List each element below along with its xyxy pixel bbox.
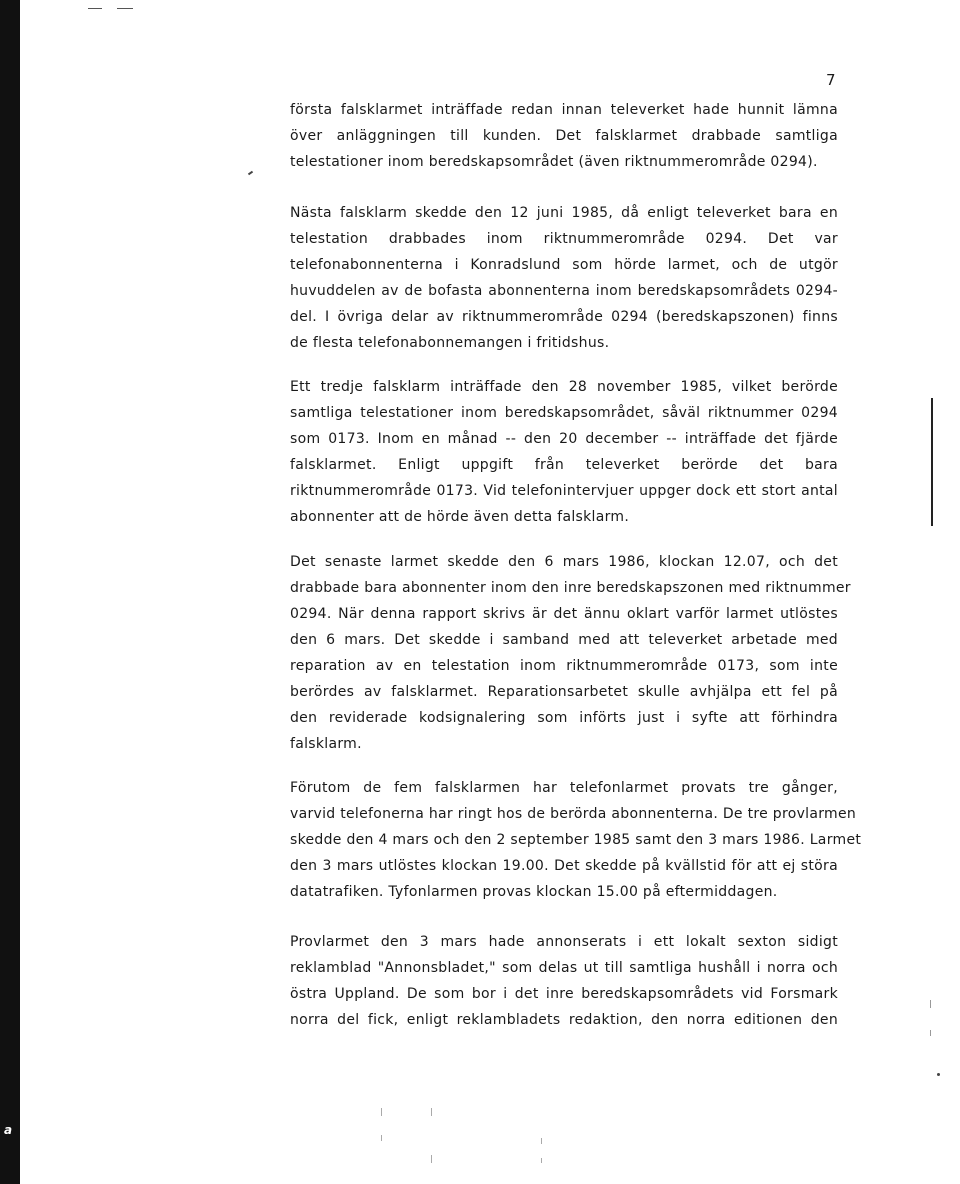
text-line: den 3 mars utlöstes klockan 19.00. Det skedde på kvällstid för att ej störa — [290, 858, 838, 874]
scan-speck — [930, 1030, 931, 1036]
text-line: över anläggningen till kunden. Det falsklarmet drabbade samtliga — [290, 128, 838, 144]
scan-speck — [541, 1138, 542, 1144]
paragraph-3 — [290, 374, 838, 530]
text-line: drabbade bara abonnenter inom den inre beredskapszonen med riktnummer — [290, 580, 851, 596]
text-line: telefonabonnenterna i Konradslund som hörde larmet, och de utgör — [290, 257, 838, 273]
scan-edge-bar — [0, 0, 20, 1184]
text-line: den 6 mars. Det skedde i samband med att televerket arbetade med — [290, 632, 838, 648]
scan-speck — [930, 1000, 931, 1008]
scan-speck — [541, 1158, 542, 1163]
margin-rule — [931, 398, 933, 526]
scan-dash — [88, 8, 102, 9]
scan-speck — [381, 1108, 382, 1116]
paragraph-6 — [290, 929, 838, 1033]
text-line: varvid telefonerna har ringt hos de berörda abonnenterna. De tre provlarmen — [290, 806, 857, 822]
text-line: de flesta telefonabonnemangen i fritidshus. — [290, 335, 610, 351]
paragraph-5 — [290, 775, 862, 905]
text-line: som 0173. Inom en månad -- den 20 december -- inträffade det fjärde — [290, 431, 838, 447]
text-line: abonnenter att de hörde även detta falsklarm. — [290, 509, 630, 525]
paragraph-1 — [290, 97, 838, 175]
text-line: berördes av falsklarmet. Reparationsarbetet skulle avhjälpa ett fel på — [290, 684, 838, 700]
text-line: Nästa falsklarm skedde den 12 juni 1985, då enligt televerket bara en — [290, 205, 838, 221]
scan-speck — [381, 1135, 382, 1141]
text-line: samtliga telestationer inom beredskapsområdet, såväl riktnummer 0294 — [290, 405, 838, 421]
text-line: Det senaste larmet skedde den 6 mars 1986, klockan 12.07, och det — [290, 554, 838, 570]
text-line: Förutom de fem falsklarmen har telefonlarmet provats tre gånger, — [290, 780, 838, 796]
scan-speck — [431, 1108, 432, 1116]
text-line: Ett tredje falsklarm inträffade den 28 november 1985, vilket berörde — [290, 379, 838, 395]
text-line: skedde den 4 mars och den 2 september 1985 samt den 3 mars 1986. Larmet — [290, 832, 862, 848]
scan-speck — [431, 1155, 432, 1163]
text-line: norra del fick, enligt reklambladets redaktion, den norra editionen den — [290, 1012, 838, 1028]
text-line: Provlarmet den 3 mars hade annonserats i ett lokalt sexton sidigt — [290, 934, 838, 950]
text-line: falsklarm. — [290, 736, 362, 752]
text-line: telestation drabbades inom riktnummerområde 0294. Det var — [290, 231, 838, 247]
paragraph-4 — [290, 549, 851, 757]
text-line: huvuddelen av de bofasta abonnenterna inom beredskapsområdets 0294- — [290, 283, 838, 299]
text-line: 0294. När denna rapport skrivs är det ännu oklart varför larmet utlöstes — [290, 606, 838, 622]
text-line: första falsklarmet inträffade redan innan televerket hade hunnit lämna — [290, 102, 838, 118]
paragraph-2 — [290, 200, 838, 356]
scan-speck — [248, 171, 253, 176]
scan-dash — [117, 8, 133, 9]
text-line: del. I övriga delar av riktnummerområde 0294 (beredskapszonen) finns — [290, 309, 838, 325]
text-line: östra Uppland. De som bor i det inre beredskapsområdets vid Forsmark — [290, 986, 838, 1002]
page-number: 7 — [826, 71, 837, 89]
text-line: reparation av en telestation inom riktnummerområde 0173, som inte — [290, 658, 838, 674]
text-line: telestationer inom beredskapsområdet (även riktnummerområde 0294). — [290, 154, 818, 170]
text-line: falsklarmet. Enligt uppgift från televerket berörde det bara — [290, 457, 838, 473]
margin-mark: a — [4, 1123, 13, 1137]
scan-speck — [937, 1073, 940, 1076]
text-line: datatrafiken. Tyfonlarmen provas klockan 15.00 på eftermiddagen. — [290, 884, 778, 900]
text-line: riktnummerområde 0173. Vid telefonintervjuer uppger dock ett stort antal — [290, 483, 838, 499]
text-line: den reviderade kodsignalering som införts just i syfte att förhindra — [290, 710, 838, 726]
text-line: reklamblad "Annonsbladet," som delas ut till samtliga hushåll i norra och — [290, 960, 838, 976]
